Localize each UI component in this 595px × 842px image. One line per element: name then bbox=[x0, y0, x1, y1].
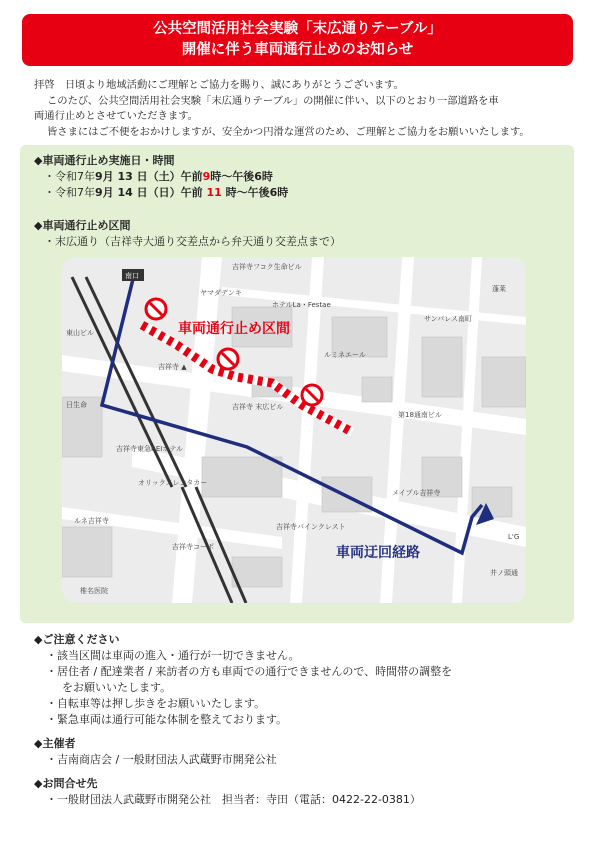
contact-heading: ◆お問合せ先 bbox=[34, 777, 98, 790]
map-label-yamada: ヤマダデンキ bbox=[200, 289, 242, 297]
caution-item: ・自転車等は押し歩きをお願いいたします。 bbox=[46, 697, 266, 710]
map-label-hotel: ホテルLa・Festae bbox=[272, 301, 331, 309]
closure-heading: ◆車両通行止め区間 bbox=[34, 219, 131, 232]
intro-paragraph-c: 皆さまにはご不便をおかけしますが、安全かつ円滑な運営のため、ご理解とご協力をお願いいたします。 bbox=[47, 125, 530, 138]
title-line-2: 開催に伴う車両通行止めのお知らせ bbox=[181, 42, 414, 58]
map-label-lumine: ルミネエール bbox=[324, 351, 366, 359]
schedule-2-prefix: ・令和7年 bbox=[44, 186, 95, 199]
map-label-suehiro: 吉祥寺 末広ビル bbox=[232, 403, 284, 411]
map-label-maple: メイプル吉祥寺 bbox=[392, 489, 441, 497]
map-label-nanguchi: 南口 bbox=[125, 272, 139, 280]
schedule-line-2 bbox=[34, 185, 288, 201]
caution-item: ・該当区間は車両の進入・通行が一切できません。 bbox=[46, 649, 300, 662]
no-entry-icon bbox=[218, 349, 238, 369]
map-label-kichijoji: 吉祥寺 ▲ bbox=[158, 363, 187, 371]
map-label-rei: 吉祥寺東急REIホテル bbox=[116, 445, 184, 453]
schedule-heading: ◆車両通行止め実施日・時間 bbox=[34, 154, 175, 167]
caution-heading: ◆ご注意ください bbox=[34, 633, 120, 646]
schedule-1-am: 午前 bbox=[180, 170, 203, 183]
map-label-coop: 吉祥寺コーポ bbox=[172, 543, 214, 551]
map-label-sunpalace: サンパレス南町 bbox=[424, 315, 472, 323]
organizer-heading: ◆主催者 bbox=[34, 737, 76, 750]
closure-label: 車両通行止め区間 bbox=[178, 321, 290, 337]
map-label-inokashira: 井ノ頭通 bbox=[490, 569, 518, 577]
caution-item: ・緊急車両は通行可能な体制を整えております。 bbox=[46, 713, 288, 726]
no-entry-icon bbox=[146, 299, 166, 319]
schedule-1-date: 9月 13 日（土） bbox=[95, 170, 181, 183]
title-banner bbox=[22, 14, 573, 66]
schedule-2-rest: 時〜午後6時 bbox=[221, 186, 289, 199]
schedule-2-am: 午前 bbox=[180, 186, 207, 199]
map-graphic bbox=[62, 257, 526, 603]
closure-item: ・末広通り（吉祥寺大通り交差点から弁天通り交差点まで） bbox=[44, 235, 341, 248]
map-label-lune: ルネ吉祥寺 bbox=[74, 517, 109, 525]
title-line-1: 公共空間活用社会実験「末広通りテーブル」 bbox=[153, 21, 442, 37]
caution-item: ・居住者 / 配達業者 / 来訪者の方も車両での通行できませんので、時間帯の調整を bbox=[46, 665, 453, 678]
schedule-1-rest: 時〜午後6時 bbox=[210, 170, 273, 183]
map-label-bldg18: 第18通南ビル bbox=[398, 411, 442, 419]
map-label-fukoku: 吉祥寺フコク生命ビル bbox=[232, 263, 302, 271]
organizer-item: ・吉南商店会 / 一般財団法人武蔵野市開発公社 bbox=[46, 753, 277, 766]
intro-text bbox=[34, 78, 574, 140]
detour-label: 車両迂回経路 bbox=[336, 545, 420, 561]
map-label-horai: 蓬莱 bbox=[492, 285, 506, 293]
map-label-higashiyama: 東山ビル bbox=[66, 329, 94, 337]
closure-section bbox=[34, 218, 341, 250]
contact-item: ・一般財団法人武蔵野市開発公社 担当者：寺田（電話：0422-22-0381） bbox=[46, 793, 421, 806]
map-label-crest: 吉祥寺パインクレスト bbox=[276, 523, 346, 531]
map-label-seimei: 日生命 bbox=[66, 401, 87, 409]
notes-section bbox=[34, 632, 574, 808]
intro-greeting: 拝啓 日頃より地域活動にご理解とご協力を賜り、誠にありがとうございます。 bbox=[34, 79, 404, 91]
schedule-1-prefix: ・令和7年 bbox=[44, 170, 95, 183]
schedule-2-hour: 11 bbox=[206, 186, 222, 199]
closure-map bbox=[62, 257, 526, 603]
map-label-orix: オリックスレンタカー bbox=[138, 479, 208, 487]
map-label-lg: L'G bbox=[508, 533, 520, 541]
map-label-shiina: 椎名医院 bbox=[80, 587, 108, 595]
schedule-section bbox=[34, 153, 288, 201]
schedule-line-1 bbox=[34, 169, 288, 185]
intro-paragraph-a: このたび、公共空間活用社会実験「末広通りテーブル」の開催に伴い、以下のとおり一部道路を車 bbox=[47, 94, 499, 107]
no-entry-icon bbox=[302, 385, 322, 405]
schedule-1-hour: 9 bbox=[202, 170, 211, 183]
schedule-2-date: 9月 14 日（日） bbox=[95, 186, 181, 199]
intro-paragraph-b: 両通行止めとさせていただきます。 bbox=[34, 110, 198, 122]
caution-item: をお願いいたします。 bbox=[62, 681, 172, 694]
